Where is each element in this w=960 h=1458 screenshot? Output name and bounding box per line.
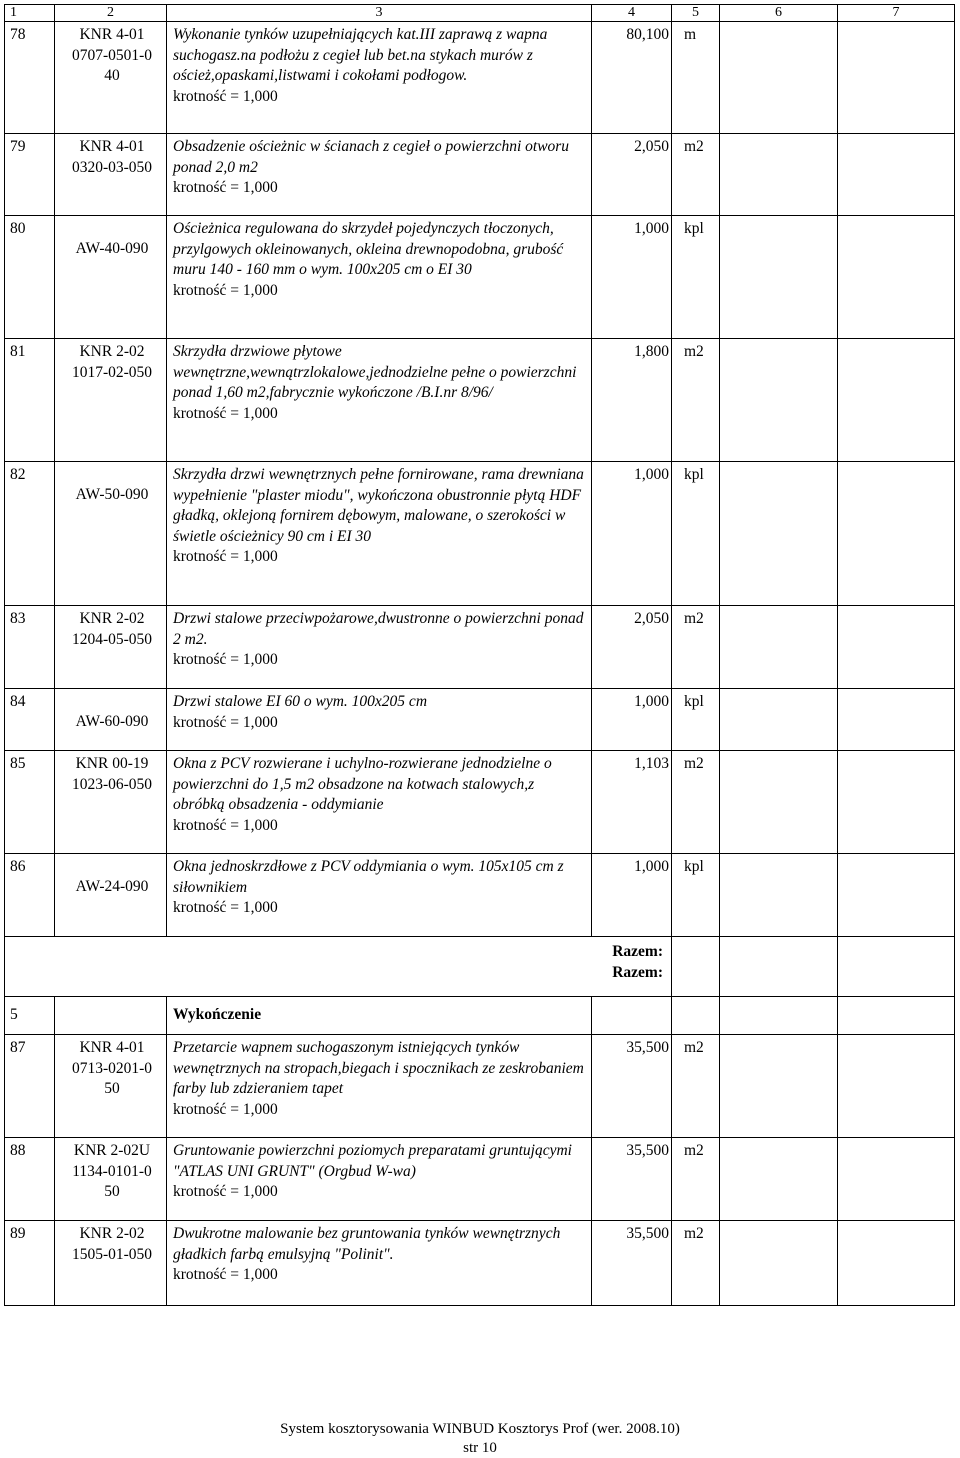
quantity: 1,103 xyxy=(592,751,672,854)
header-col-3: 3 xyxy=(167,5,592,22)
description-text: Skrzydła drzwiowe płytowe wewnętrzne,wewnątrzlokalowe,jednodzielne pełne o powierzchni ponad 1,60 m2,fabrycznie wykończone /B.I.nr 8/96/ xyxy=(173,343,577,401)
section-number: 5 xyxy=(5,997,55,1035)
item-description xyxy=(167,751,592,854)
multiplier-text: krotność = 1,000 xyxy=(173,899,278,916)
item-description xyxy=(167,854,592,937)
value xyxy=(838,22,955,134)
unit: kpl xyxy=(672,854,720,937)
multiplier-text: krotność = 1,000 xyxy=(173,281,278,299)
norm-code-line: KNR 00-19 xyxy=(75,755,149,772)
totals-unit xyxy=(672,937,720,997)
unit-price xyxy=(720,462,838,606)
norm-code-line: 1134-0101-0 xyxy=(72,1162,152,1180)
norm-code xyxy=(55,22,167,134)
unit: kpl xyxy=(672,462,720,606)
table-row xyxy=(5,216,955,339)
unit: kpl xyxy=(672,689,720,751)
norm-code-line: 1204-05-050 xyxy=(71,630,153,648)
description-text: Skrzydła drzwi wewnętrznych pełne fornirowane, rama drewniana wypełnienie "plaster miodu", wykończona obustronnie płytą HDF gładką, oklejoną fornirem dębowym, malowane, o szerokości w świetle ościeżnicy 90 cm i EI 30 xyxy=(173,466,584,545)
quantity: 1,000 xyxy=(592,216,672,339)
norm-code-line: 1505-01-050 xyxy=(71,1245,153,1263)
norm-code-line: AW-40-090 xyxy=(75,240,149,257)
position-number: 83 xyxy=(5,606,55,689)
quantity: 2,050 xyxy=(592,134,672,216)
table-row xyxy=(5,854,955,937)
unit-price xyxy=(720,606,838,689)
value xyxy=(838,134,955,216)
norm-code xyxy=(55,339,167,462)
norm-code-line: 50 xyxy=(104,1183,120,1200)
value xyxy=(838,339,955,462)
value xyxy=(838,1138,955,1221)
position-number: 78 xyxy=(5,22,55,134)
position-number: 84 xyxy=(5,689,55,751)
norm-code xyxy=(55,134,167,216)
norm-code-line: 50 xyxy=(104,1080,120,1097)
unit-price xyxy=(720,1138,838,1221)
quantity: 35,500 xyxy=(592,1138,672,1221)
description-text: Przetarcie wapnem suchogaszonym istniejących tynków wewnętrznych na stropach,biegach i spocznikach ze zeskrobaniem farby lub zdzieraniem tapet xyxy=(173,1039,584,1097)
unit-price xyxy=(720,339,838,462)
table-row xyxy=(5,134,955,216)
value xyxy=(838,1221,955,1306)
multiplier-text: krotność = 1,000 xyxy=(173,713,278,731)
item-description xyxy=(167,22,592,134)
position-number: 79 xyxy=(5,134,55,216)
value xyxy=(838,606,955,689)
description-text: Ościeżnica regulowana do skrzydeł pojedynczych tłoczonych, przylgowych okleinowanych, okleina drewnopodobna, grubość muru 140 - 160 mm o wym. 100x205 cm o EI 30 xyxy=(173,220,564,278)
header-col-6: 6 xyxy=(720,5,838,22)
value xyxy=(838,689,955,751)
description-text: Dwukrotne malowanie bez gruntowania tynków wewnętrznych gładkich farbą emulsyjną "Polinit". xyxy=(173,1225,561,1263)
quantity: 1,000 xyxy=(592,462,672,606)
description-text: Drzwi stalowe EI 60 o wym. 100x205 cm xyxy=(173,693,428,710)
quantity: 2,050 xyxy=(592,606,672,689)
norm-code-line: 0713-0201-0 xyxy=(71,1059,153,1077)
item-description xyxy=(167,689,592,751)
multiplier-text: krotność = 1,000 xyxy=(173,1183,278,1200)
unit: m xyxy=(672,22,720,134)
multiplier-text: krotność = 1,000 xyxy=(173,816,278,834)
unit-price xyxy=(720,22,838,134)
norm-code-line: KNR 4-01 xyxy=(79,26,145,43)
position-number: 89 xyxy=(5,1221,55,1306)
unit: m2 xyxy=(672,339,720,462)
cost-estimate-table xyxy=(4,4,955,1306)
table-row xyxy=(5,1138,955,1221)
position-number: 81 xyxy=(5,339,55,462)
norm-code-line: AW-24-090 xyxy=(75,878,149,895)
razem-label: Razem: xyxy=(612,963,663,981)
item-description xyxy=(167,462,592,606)
norm-code xyxy=(55,689,167,751)
unit-price xyxy=(720,689,838,751)
item-description xyxy=(167,1138,592,1221)
cost-estimate-sheet xyxy=(4,4,954,1306)
multiplier-text: krotność = 1,000 xyxy=(173,651,278,668)
unit: m2 xyxy=(672,134,720,216)
norm-code-line: AW-50-090 xyxy=(75,486,149,503)
table-row xyxy=(5,751,955,854)
unit-price xyxy=(720,854,838,937)
table-row xyxy=(5,462,955,606)
position-number: 88 xyxy=(5,1138,55,1221)
table-row xyxy=(5,22,955,134)
value xyxy=(838,1035,955,1138)
norm-code-line: AW-60-090 xyxy=(75,713,149,730)
item-description xyxy=(167,606,592,689)
table-row xyxy=(5,606,955,689)
position-number: 86 xyxy=(5,854,55,937)
unit: m2 xyxy=(672,1138,720,1221)
description-text: Gruntowanie powierzchni poziomych preparatami gruntującymi "ATLAS UNI GRUNT" (Orgbud W-wa) xyxy=(173,1142,572,1180)
multiplier-text: krotność = 1,000 xyxy=(173,548,278,565)
section-value xyxy=(838,997,955,1035)
unit-price xyxy=(720,1035,838,1138)
totals-value xyxy=(838,937,955,997)
table-row xyxy=(5,1035,955,1138)
description-text: Wykonanie tynków uzupełniających kat.III zaprawą z wapna suchogasz.na podłożu z cegieł lub bet.na stykach murów z oścież,opaskami,listwami i cokołami podłogow. xyxy=(173,26,548,84)
unit: m2 xyxy=(672,1035,720,1138)
norm-code xyxy=(55,751,167,854)
unit: m2 xyxy=(672,606,720,689)
norm-code xyxy=(55,606,167,689)
column-number-header xyxy=(5,5,955,22)
description-text: Okna z PCV rozwierane i uchylno-rozwierane jednodzielne o powierzchni do 1,5 m2 obsadzone na kotwach stalowych,z obróbką obsadzenia - oddymianie xyxy=(173,755,552,813)
section-price xyxy=(720,997,838,1035)
norm-code xyxy=(55,854,167,937)
unit-price xyxy=(720,134,838,216)
footer-system: System kosztorysowania WINBUD Kosztorys Prof (wer. 2008.10) xyxy=(280,1421,680,1437)
section-code xyxy=(55,997,167,1035)
quantity: 1,000 xyxy=(592,689,672,751)
header-col-7: 7 xyxy=(838,5,955,22)
norm-code xyxy=(55,1035,167,1138)
value xyxy=(838,462,955,606)
totals-row xyxy=(5,937,955,997)
norm-code xyxy=(55,1221,167,1306)
norm-code-line: 1023-06-050 xyxy=(71,775,153,793)
unit-price xyxy=(720,216,838,339)
value xyxy=(838,854,955,937)
unit-price xyxy=(720,751,838,854)
section-unit xyxy=(672,997,720,1035)
header-col-5: 5 xyxy=(672,5,720,22)
unit: m2 xyxy=(672,751,720,854)
norm-code-line: 0707-0501-0 xyxy=(71,46,153,64)
header-col-1: 1 xyxy=(5,5,55,22)
item-description xyxy=(167,339,592,462)
totals-price xyxy=(720,937,838,997)
item-description xyxy=(167,216,592,339)
description-text: Obsadzenie ościeżnic w ścianach z cegieł o powierzchni otworu ponad 2,0 m2 xyxy=(173,138,570,176)
quantity: 35,500 xyxy=(592,1035,672,1138)
table-row xyxy=(5,1221,955,1306)
section-qty xyxy=(592,997,672,1035)
value xyxy=(838,216,955,339)
multiplier-text: krotność = 1,000 xyxy=(173,179,278,196)
norm-code xyxy=(55,216,167,339)
unit-price xyxy=(720,1221,838,1306)
item-description xyxy=(167,1221,592,1306)
norm-code-line: KNR 2-02 xyxy=(79,610,145,627)
multiplier-text: krotność = 1,000 xyxy=(173,1100,278,1118)
table-row xyxy=(5,339,955,462)
multiplier-text: krotność = 1,000 xyxy=(173,404,278,422)
multiplier-text: krotność = 1,000 xyxy=(173,1266,278,1283)
item-description xyxy=(167,1035,592,1138)
position-number: 82 xyxy=(5,462,55,606)
section-title: Wykończenie xyxy=(167,997,592,1035)
position-number: 80 xyxy=(5,216,55,339)
norm-code xyxy=(55,1138,167,1221)
header-col-2: 2 xyxy=(55,5,167,22)
norm-code-line: KNR 2-02 xyxy=(79,1225,145,1242)
unit: kpl xyxy=(672,216,720,339)
norm-code-line: 40 xyxy=(104,67,120,84)
footer-page-number: str 10 xyxy=(463,1440,497,1456)
norm-code-line: KNR 2-02 xyxy=(79,343,145,360)
description-text: Drzwi stalowe przeciwpożarowe,dwustronne o powierzchni ponad 2 m2. xyxy=(173,610,584,648)
value xyxy=(838,751,955,854)
totals-cell xyxy=(5,937,672,997)
section-row xyxy=(5,997,955,1035)
item-description xyxy=(167,134,592,216)
quantity: 35,500 xyxy=(592,1221,672,1306)
position-number: 85 xyxy=(5,751,55,854)
norm-code-line: KNR 4-01 xyxy=(79,1039,145,1056)
norm-code-line: KNR 2-02U xyxy=(73,1142,151,1159)
page-footer xyxy=(0,1420,960,1458)
unit: m2 xyxy=(672,1221,720,1306)
quantity: 80,100 xyxy=(592,22,672,134)
norm-code-line: KNR 4-01 xyxy=(79,138,145,155)
multiplier-text: krotność = 1,000 xyxy=(173,87,278,105)
norm-code-line: 1017-02-050 xyxy=(71,363,153,381)
norm-code xyxy=(55,462,167,606)
description-text: Okna jednoskrzdłowe z PCV oddymiania o wym. 105x105 cm z siłownikiem xyxy=(173,858,564,896)
table-row xyxy=(5,689,955,751)
position-number: 87 xyxy=(5,1035,55,1138)
header-col-4: 4 xyxy=(592,5,672,22)
quantity: 1,000 xyxy=(592,854,672,937)
quantity: 1,800 xyxy=(592,339,672,462)
norm-code-line: 0320-03-050 xyxy=(71,158,153,176)
razem-label: Razem: xyxy=(612,943,663,960)
